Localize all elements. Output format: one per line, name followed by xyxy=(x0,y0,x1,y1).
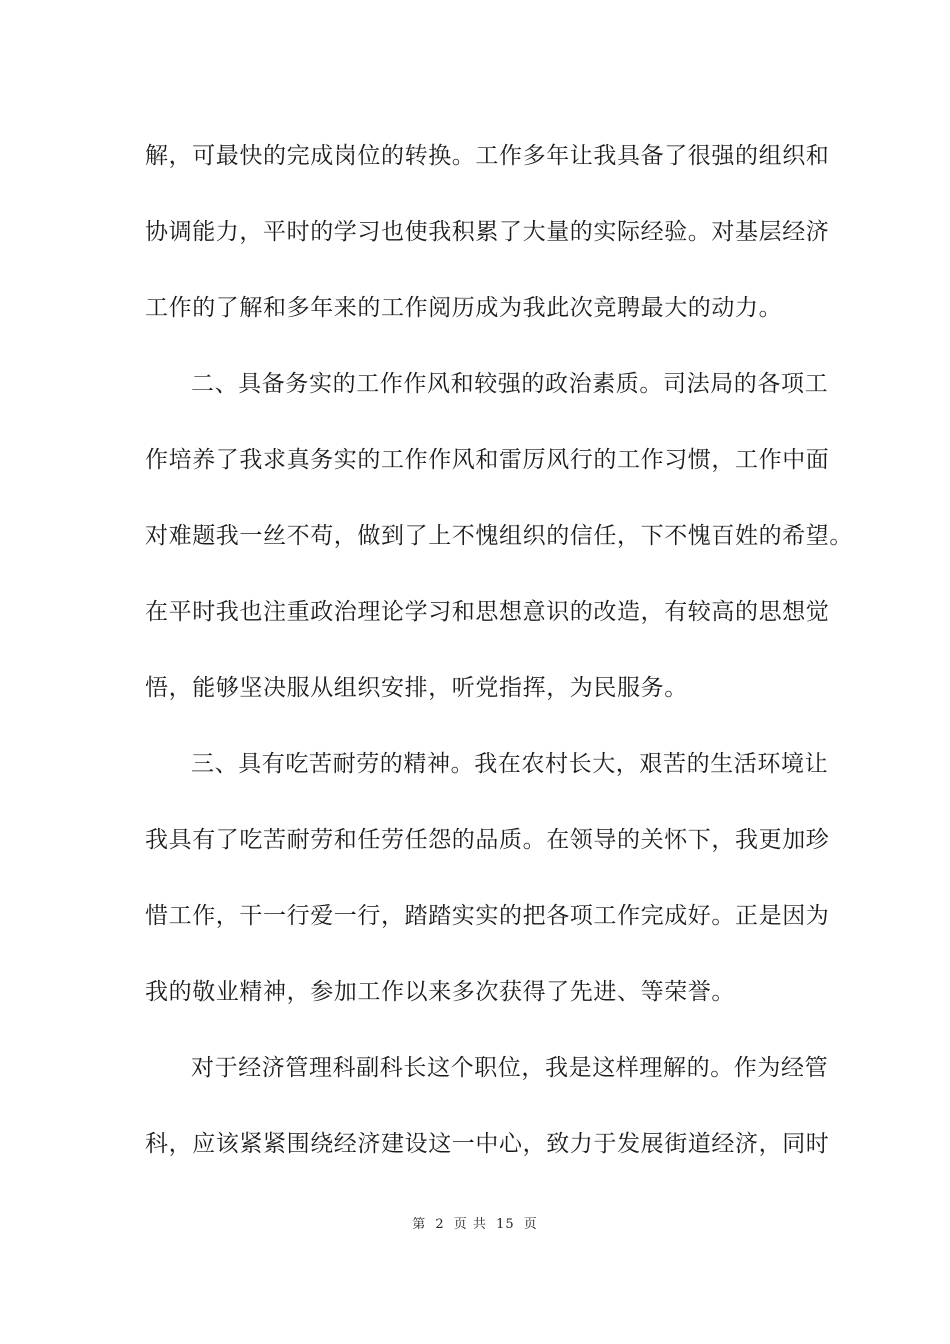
text-line: 解，可最快的完成岗位的转换。工作多年让我具备了很强的组织和 xyxy=(145,143,830,169)
total-pages-number: 15 xyxy=(496,1217,515,1232)
text-line: 我具有了吃苦耐劳和任劳任怨的品质。在领导的关怀下，我更加珍 xyxy=(145,827,830,853)
paragraph-start-line: 二、具备务实的工作作风和较强的政治素质。司法局的各项工 xyxy=(191,371,829,397)
text-line: 协调能力，平时的学习也使我积累了大量的实际经验。对基层经济 xyxy=(145,219,830,245)
text-line: 工作的了解和多年来的工作阅历成为我此次竞聘最大的动力。 xyxy=(145,295,783,321)
page-number-footer xyxy=(0,1213,950,1232)
text-line: 作培养了我求真务实的工作作风和雷厉风行的工作习惯，工作中面 xyxy=(145,447,830,473)
page-label-suffix: 页 xyxy=(523,1217,538,1232)
text-line: 在平时我也注重政治理论学习和思想意识的改造，有较高的思想觉 xyxy=(145,599,830,625)
page-label-prefix: 第 xyxy=(412,1217,427,1232)
current-page-number: 2 xyxy=(435,1217,445,1232)
page-label-mid: 页 共 xyxy=(453,1217,487,1232)
paragraph-start-line: 三、具有吃苦耐劳的精神。我在农村长大，艰苦的生活环境让 xyxy=(191,751,829,777)
document-body xyxy=(145,132,853,1196)
text-line: 科，应该紧紧围绕经济建设这一中心，致力于发展街道经济，同时 xyxy=(145,1131,830,1157)
text-line: 我的敬业精神，参加工作以来多次获得了先进、等荣誉。 xyxy=(145,979,735,1005)
text-line: 惜工作，干一行爱一行，踏踏实实的把各项工作完成好。正是因为 xyxy=(145,903,830,929)
paragraph-start-line: 对于经济管理科副科长这个职位，我是这样理解的。作为经管 xyxy=(191,1055,829,1081)
text-line: 对难题我一丝不苟，做到了上不愧组织的信任，下不愧百姓的希望。 xyxy=(145,523,853,549)
text-line: 悟，能够坚决服从组织安排，听党指挥，为民服务。 xyxy=(145,675,688,701)
